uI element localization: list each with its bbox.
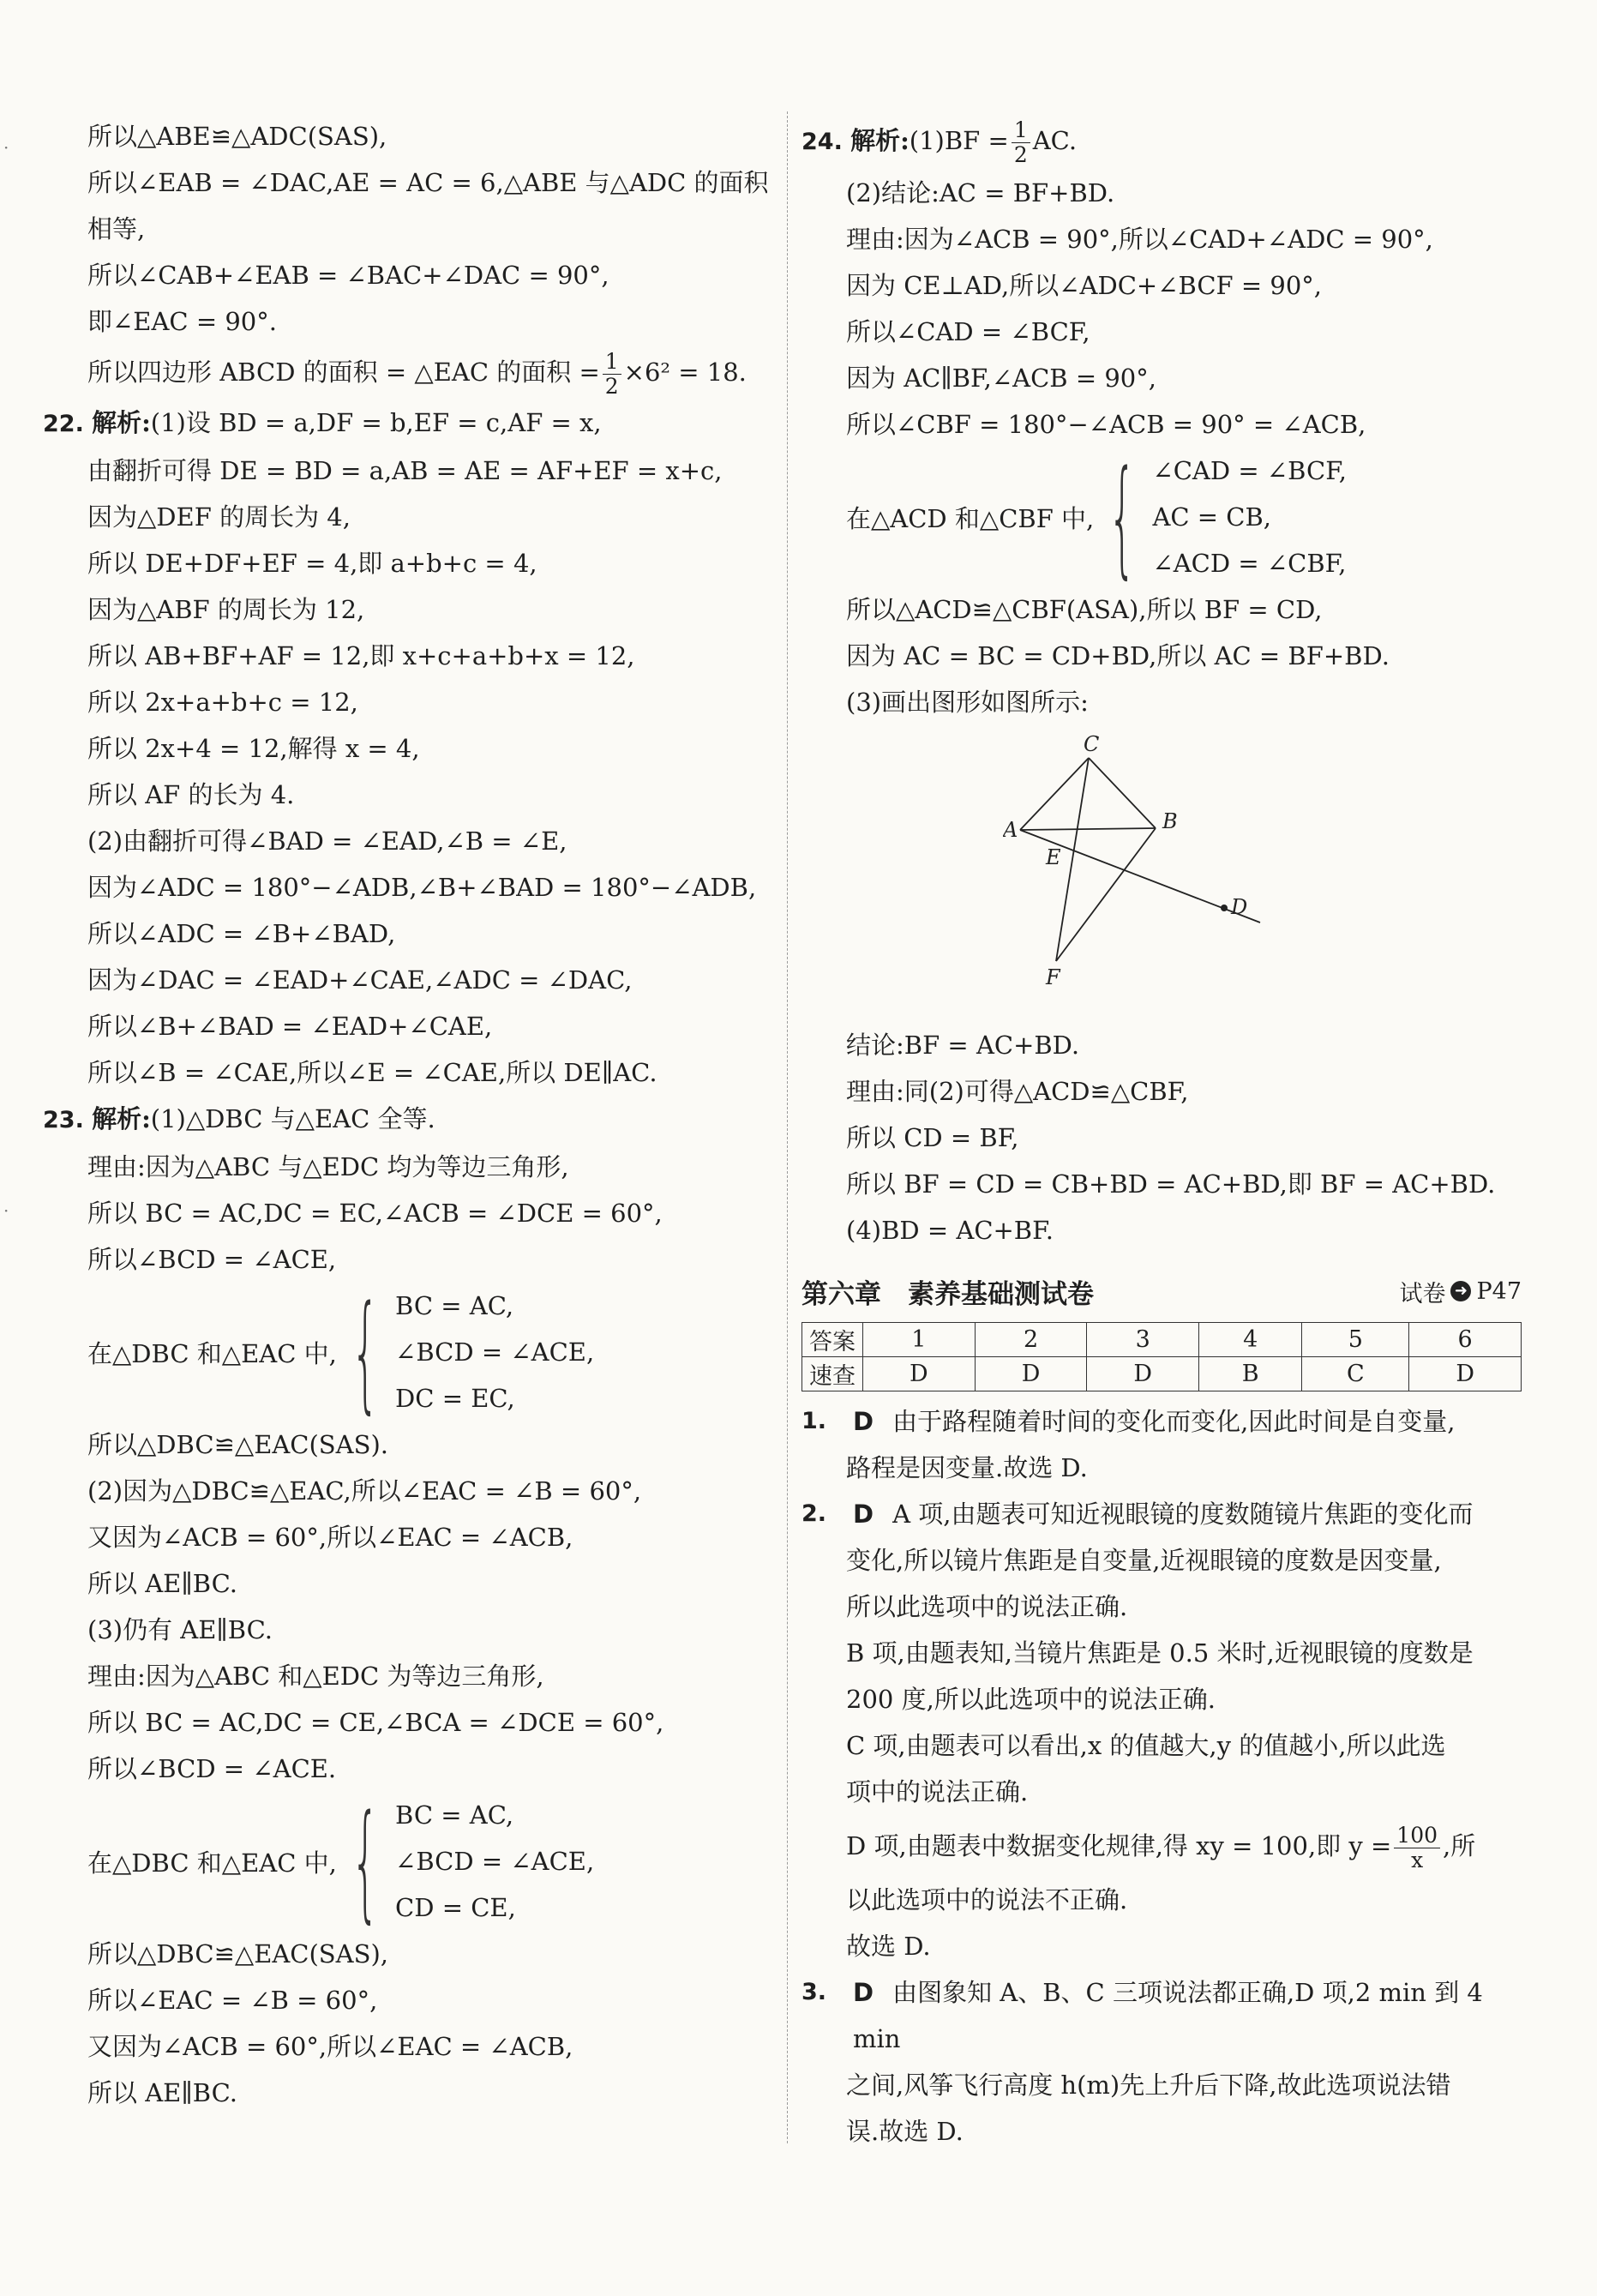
- text-line: 所以 DE+DF+EF = 4,即 a+b+c = 4,: [87, 549, 537, 578]
- fraction-denominator: 2: [604, 373, 619, 399]
- label-e: E: [1046, 845, 1061, 869]
- fraction-numerator: 100: [1394, 1824, 1440, 1848]
- right-column: [802, 113, 1522, 2155]
- problem-number: 24.: [802, 129, 843, 155]
- text-line: 因为∠ADC = 180°−∠ADB,∠B+∠BAD = 180°−∠ADB,: [87, 873, 757, 902]
- text-fragment: (1)BF =: [909, 126, 1009, 155]
- text-line: 即∠EAC = 90°.: [87, 307, 277, 336]
- question-text: [853, 1969, 1522, 2062]
- text-line: 所以∠B = ∠CAE,所以∠E = ∠CAE,所以 DE∥AC.: [87, 1058, 657, 1087]
- problem-number: 23.: [43, 1107, 84, 1133]
- table-cell: B: [1199, 1357, 1302, 1391]
- text-line: 之间,风筝飞行高度 h(m)先上升后下降,故此选项说法错: [846, 2071, 1451, 2100]
- text-line: 变化,所以镜片焦距是自变量,近视眼镜的度数是因变量,: [846, 1546, 1442, 1575]
- text-line: 所以△DBC≌△EAC(SAS),: [87, 1939, 389, 1968]
- condition: BC = AC,: [395, 1800, 514, 1830]
- question-line: [802, 1491, 1522, 1537]
- left-column: [43, 113, 780, 2116]
- text-line: 所以 CD = BF,: [846, 1123, 1019, 1152]
- table-cell: 2: [975, 1323, 1087, 1357]
- point-d: [1221, 905, 1228, 911]
- condition: ∠BCD = ∠ACE,: [395, 1847, 595, 1876]
- text-line: 所以△ABE≌△ADC(SAS),: [87, 122, 387, 151]
- left-brace: {: [351, 1788, 380, 1935]
- text-line: 路程是因变量.故选 D.: [846, 1453, 1088, 1482]
- system-conditions: [395, 1283, 594, 1421]
- condition: ∠ACD = ∠CBF,: [1152, 549, 1347, 578]
- text-line: 所以△DBC≌△EAC(SAS).: [87, 1430, 389, 1459]
- text-line: (3)仍有 AE∥BC.: [87, 1615, 273, 1644]
- left-brace: {: [351, 1278, 380, 1426]
- geometry-figure: [802, 734, 1522, 1017]
- table-cell: D: [1087, 1357, 1199, 1391]
- text-line: 又因为∠ACB = 60°,所以∠EAC = ∠ACB,: [87, 2032, 573, 2061]
- area-prefix: 所以四边形 ABCD 的面积 = △EAC 的面积 =: [87, 358, 600, 387]
- question-2: [802, 1491, 1522, 1969]
- question-line: [802, 1398, 1522, 1445]
- fraction: [1012, 118, 1030, 166]
- fraction: [1394, 1824, 1440, 1872]
- text-line: 理由:因为△ABC 和△EDC 为等边三角形,: [87, 1662, 544, 1691]
- problem-header: [43, 400, 780, 448]
- text-line: 因为 AC∥BF,∠ACB = 90°,: [846, 364, 1156, 393]
- arrow-right-icon: ➜: [1450, 1281, 1471, 1301]
- problem-header: [43, 1096, 780, 1144]
- text-line: 所以∠EAC = ∠B = 60°,: [87, 1986, 378, 2015]
- table-cell: 4: [1199, 1323, 1302, 1357]
- chapter-header: [802, 1265, 1522, 1317]
- text-fragment: AC.: [1032, 126, 1078, 155]
- text-line: (2)因为△DBC≌△EAC,所以∠EAC = ∠B = 60°,: [87, 1476, 642, 1506]
- condition: DC = EC,: [395, 1384, 515, 1413]
- answer-table: [802, 1322, 1522, 1391]
- table-row: [802, 1357, 1522, 1391]
- text-fragment: A 项,由题表可知近视眼镜的度数随镜片焦距的变化而: [892, 1500, 1474, 1529]
- text-line: 所以 AB+BF+AF = 12,即 x+c+a+b+x = 12,: [87, 641, 635, 670]
- text-line: 又因为∠ACB = 60°,所以∠EAC = ∠ACB,: [87, 1523, 573, 1552]
- text-line: 项中的说法正确.: [846, 1777, 1029, 1806]
- label-f: F: [1046, 965, 1060, 989]
- table-cell: D: [975, 1357, 1087, 1391]
- label-a: A: [1003, 818, 1018, 842]
- question-line: [802, 1969, 1522, 2062]
- text-line: 相等,: [87, 214, 146, 243]
- text-line: 所以 AF 的长为 4.: [87, 780, 295, 809]
- text-line: 结论:BF = AC+BD.: [846, 1031, 1080, 1060]
- left-brace: {: [1108, 443, 1137, 591]
- analysis-label: 解析:: [92, 1104, 151, 1133]
- text-fragment: 由于路程随着时间的变化而变化,因此时间是自变量,: [892, 1407, 1456, 1436]
- fraction-numerator: 1: [1012, 118, 1030, 143]
- problem-24: [802, 113, 1522, 1253]
- table-cell: 6: [1409, 1323, 1522, 1357]
- text-line: 所以∠ADC = ∠B+∠BAD,: [87, 919, 396, 948]
- condition: ∠CAD = ∠BCF,: [1152, 456, 1348, 485]
- text-line: 所以此选项中的说法正确.: [846, 1592, 1128, 1621]
- area-suffix: ×6² = 18.: [623, 358, 747, 387]
- label-b: B: [1162, 809, 1178, 833]
- text-line: 所以 BC = AC,DC = EC,∠ACB = ∠DCE = 60°,: [87, 1199, 663, 1228]
- text-line: 由翻折可得 DE = BD = a,AB = AE = AF+EF = x+c,: [87, 456, 723, 485]
- text-line: 所以 2x+4 = 12,解得 x = 4,: [87, 734, 420, 763]
- reference-label: 试卷: [1399, 1280, 1446, 1307]
- problem-number: 22.: [43, 411, 84, 437]
- proof-21-tail: [43, 113, 780, 400]
- answer-letter: D: [853, 1500, 874, 1529]
- table-cell: 1: [863, 1323, 976, 1357]
- table-cell: 5: [1302, 1323, 1409, 1357]
- text-fragment: ,所: [1443, 1831, 1476, 1860]
- text-line: 所以 2x+a+b+c = 12,: [87, 688, 358, 717]
- table-cell: D: [1409, 1357, 1522, 1391]
- system-conditions: [395, 1792, 594, 1931]
- text-line: 所以∠BCD = ∠ACE,: [87, 1245, 337, 1274]
- segment-ab: [1020, 828, 1156, 830]
- text-line: 所以 AE∥BC.: [87, 2078, 237, 2107]
- question-number: 2.: [802, 1500, 827, 1527]
- table-cell: C: [1302, 1357, 1409, 1391]
- text-line: 因为△DEF 的周长为 4,: [87, 502, 351, 532]
- fraction-denominator: 2: [1013, 141, 1028, 167]
- text-line: 所以∠BCD = ∠ACE.: [87, 1754, 337, 1783]
- text-line: 因为△ABF 的周长为 12,: [87, 595, 365, 624]
- text-line: [802, 1815, 1522, 1877]
- column-divider: [787, 111, 788, 2143]
- analysis-label: 解析:: [92, 408, 151, 437]
- text-line: (4)BD = AC+BF.: [846, 1216, 1054, 1245]
- fraction-numerator: 1: [603, 350, 621, 375]
- text-line: 所以 BC = AC,DC = CE,∠BCA = ∠DCE = 60°,: [87, 1708, 664, 1737]
- condition: CD = CE,: [395, 1893, 516, 1922]
- text-line: 因为 CE⊥AD,所以∠ADC+∠BCF = 90°,: [846, 271, 1323, 300]
- label-d: D: [1231, 895, 1248, 919]
- question-1: [802, 1398, 1522, 1491]
- problem-22: [43, 400, 780, 1096]
- binding-mark: ·: [3, 137, 9, 158]
- text-line: 误.故选 D.: [846, 2117, 964, 2146]
- text-line: B 项,由题表知,当镜片焦距是 0.5 米时,近视眼镜的度数是: [846, 1638, 1474, 1668]
- text-fragment: 由图象知 A、B、C 三项说法都正确,D 项,2 min 到 4 min: [853, 1978, 1483, 2053]
- text-line: 所以 BF = CD = CB+BD = AC+BD,即 BF = AC+BD.: [846, 1169, 1496, 1199]
- text-fragment: D 项,由题表中数据变化规律,得 xy = 100,即 y =: [846, 1831, 1392, 1860]
- chapter-reference: [1399, 1275, 1522, 1308]
- segment-bf: [1056, 828, 1156, 961]
- text-line: 故选 D.: [846, 1932, 931, 1961]
- question-3: [802, 1969, 1522, 2155]
- system-conditions: [1152, 448, 1347, 586]
- text-line: 理由:因为∠ACB = 90°,所以∠CAD+∠ADC = 90°,: [846, 225, 1433, 254]
- equation-system: [802, 443, 1522, 591]
- text-line: 所以∠CAD = ∠BCF,: [846, 317, 1090, 346]
- text-line: 因为∠DAC = ∠EAD+∠CAE,∠ADC = ∠DAC,: [87, 965, 633, 995]
- table-label: 答案: [802, 1323, 863, 1357]
- condition: AC = CB,: [1152, 502, 1272, 532]
- condition: BC = AC,: [395, 1291, 514, 1320]
- fraction: [603, 350, 621, 398]
- question-text: [853, 1491, 1522, 1537]
- problem-23: [43, 1096, 780, 2116]
- question-text: [853, 1398, 1522, 1445]
- text-line: (1)设 BD = a,DF = b,EF = c,AF = x,: [150, 408, 602, 437]
- label-c: C: [1084, 734, 1100, 756]
- text-line: 所以 AE∥BC.: [87, 1569, 237, 1598]
- text-line: (2)由翻折可得∠BAD = ∠EAD,∠B = ∠E,: [87, 826, 567, 856]
- table-label: 速查: [802, 1357, 863, 1391]
- text-line: (2)结论:AC = BF+BD.: [846, 178, 1115, 207]
- geometry-diagram: [1003, 734, 1312, 1008]
- text-line: 理由:因为△ABC 与△EDC 均为等边三角形,: [87, 1152, 569, 1181]
- text-line: 所以∠EAB = ∠DAC,AE = AC = 6,△ABE 与△ADC 的面积: [87, 168, 769, 197]
- text-line: 200 度,所以此选项中的说法正确.: [846, 1685, 1216, 1714]
- fraction-denominator: x: [1411, 1847, 1424, 1872]
- system-prefix: 在△ACD 和△CBF 中,: [846, 503, 1095, 533]
- text-line: 所以∠CAB+∠EAB = ∠BAC+∠DAC = 90°,: [87, 261, 609, 290]
- text-line: 以此选项中的说法不正确.: [846, 1885, 1128, 1914]
- problem-header: [802, 113, 1522, 170]
- system-prefix: 在△DBC 和△EAC 中,: [87, 1338, 337, 1368]
- answer-letter: D: [853, 1407, 874, 1436]
- table-row: [802, 1323, 1522, 1357]
- question-number: 3.: [802, 1979, 827, 2005]
- question-number: 1.: [802, 1408, 827, 1434]
- area-line: [43, 345, 780, 400]
- analysis-label: 解析:: [850, 126, 910, 155]
- table-cell: 3: [1087, 1323, 1199, 1357]
- text-line: (1)△DBC 与△EAC 全等.: [150, 1104, 435, 1133]
- answer-letter: D: [853, 1978, 874, 2007]
- condition: ∠BCD = ∠ACE,: [395, 1337, 595, 1367]
- equation-system: [43, 1788, 780, 1935]
- table-cell: D: [863, 1357, 976, 1391]
- text-line: 所以∠CBF = 180°−∠ACB = 90° = ∠ACB,: [846, 410, 1366, 439]
- reference-page: P47: [1476, 1277, 1522, 1305]
- segment-cf: [1056, 758, 1089, 961]
- text-line: C 项,由题表可以看出,x 的值越大,y 的值越小,所以此选: [846, 1731, 1446, 1760]
- system-prefix: 在△DBC 和△EAC 中,: [87, 1848, 337, 1878]
- chapter-title: 第六章 素养基础测试卷: [802, 1278, 1094, 1310]
- segment-cb: [1089, 758, 1156, 828]
- binding-mark: ·: [3, 1200, 9, 1221]
- text-line: 理由:同(2)可得△ACD≌△CBF,: [846, 1077, 1189, 1106]
- text-line: 所以△ACD≌△CBF(ASA),所以 BF = CD,: [846, 595, 1323, 624]
- text-line: 所以∠B+∠BAD = ∠EAD+∠CAE,: [87, 1012, 493, 1041]
- text-line: 因为 AC = BC = CD+BD,所以 AC = BF+BD.: [846, 641, 1390, 670]
- text-line: (3)画出图形如图所示:: [846, 688, 1089, 717]
- equation-system: [43, 1278, 780, 1426]
